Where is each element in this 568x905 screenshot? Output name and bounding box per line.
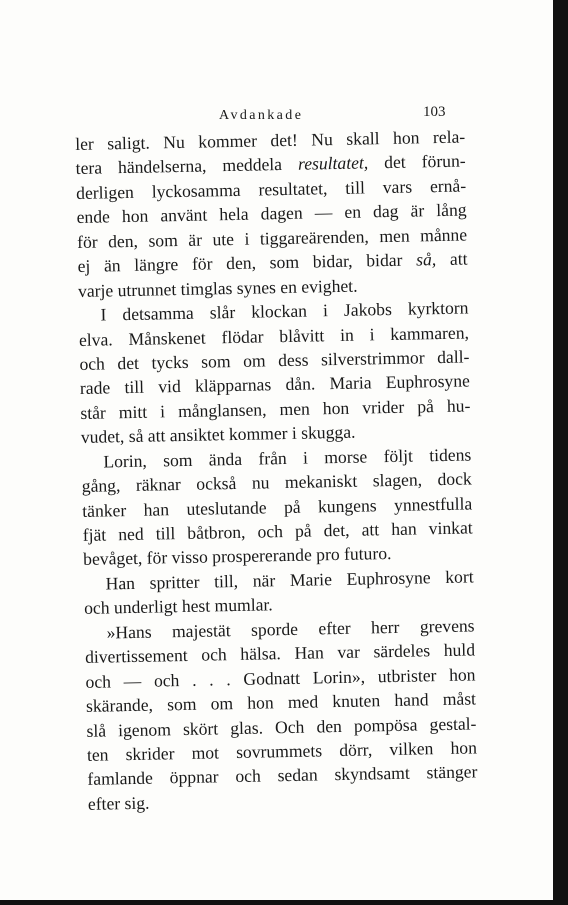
text-line: slå igenom skört glas. Och den pompösa gestal- [86,712,477,741]
paragraph-1 [75,125,468,304]
text-line: divertissement och hälsa. Han var särdeles huld [84,639,476,668]
paragraph-4 [83,564,474,620]
text-segment: det förun- [384,150,466,173]
text-line: rade till vid kläpparnas dån. Maria Euphrosyne [79,370,471,399]
text-line: varje utrunnet timglas synes en evighet. [77,275,358,301]
text-line: ler saligt. Nu kommer det! Nu skall hon rela- [75,126,466,154]
text-line: Lorin, som ända från i morse följt tidens [103,444,472,472]
text-line: I detsamma slår klockan i Jakobs kyrktorn [100,297,469,325]
text-line: ende hon använt hela dagen — en dag är lång [76,199,467,228]
text-line: vudet, så att ansiktet kommer i skugga. [80,421,356,448]
text-line: tänker han uteslutande på kungens ynnestfulla [82,493,473,521]
text-line: ten skrider mot sovrummets dörr, vilken hon [86,737,478,765]
italic-word: så, [415,249,437,270]
text-line: fjät ned till båtbron, och på det, att han vinkat [82,517,473,545]
italic-word: resultatet, [297,152,369,175]
running-head: Avdankade [219,108,304,123]
text-line: och underligt hest mumlar. [83,594,273,619]
text-line: skärande, som om hon med knuten hand måst [85,688,477,716]
text-line: »Hans majestät sporde efter herr grevens [106,615,475,643]
scan-edge-bottom [0,900,568,905]
text-line: för den, som är ute i tiggareärenden, men månne [76,224,468,252]
text-line: derligen lyckosamma resultatet, till vars ernå- [75,175,467,203]
page-number: 103 [423,104,446,120]
text-line: Han spritter till, när Marie Euphrosyne kort [105,566,474,594]
paragraph-3 [81,442,473,572]
text-line: gång, räknar också nu mekaniskt slagen, dock [81,468,472,497]
text-line: står mitt i månglansen, men hon vrider på hu- [80,395,471,423]
scan-edge-right [553,0,568,905]
text-segment: att [449,248,468,270]
text-line: elva. Månskenet flödar blåvitt in i kammaren, [78,321,470,350]
text-line: efter sig. [87,792,150,814]
text-segment: ej än längre för den, som bidar, bidar [77,249,403,277]
paragraph-5 [84,613,478,816]
text-line: bevåget, för visso prospererande pro futuro. [83,543,392,570]
text-line: och — och . . . Godnatt Lorin», utbrister hon [85,664,476,692]
text-line: och det tycks som om dess silverstrimmor dall- [79,346,470,374]
body-text [75,125,478,817]
paragraph-2 [78,296,471,450]
text-line: famlande öppnar och sedan skyndsamt stänger [87,761,478,790]
text-segment: tera händelserna, meddela [75,154,283,179]
